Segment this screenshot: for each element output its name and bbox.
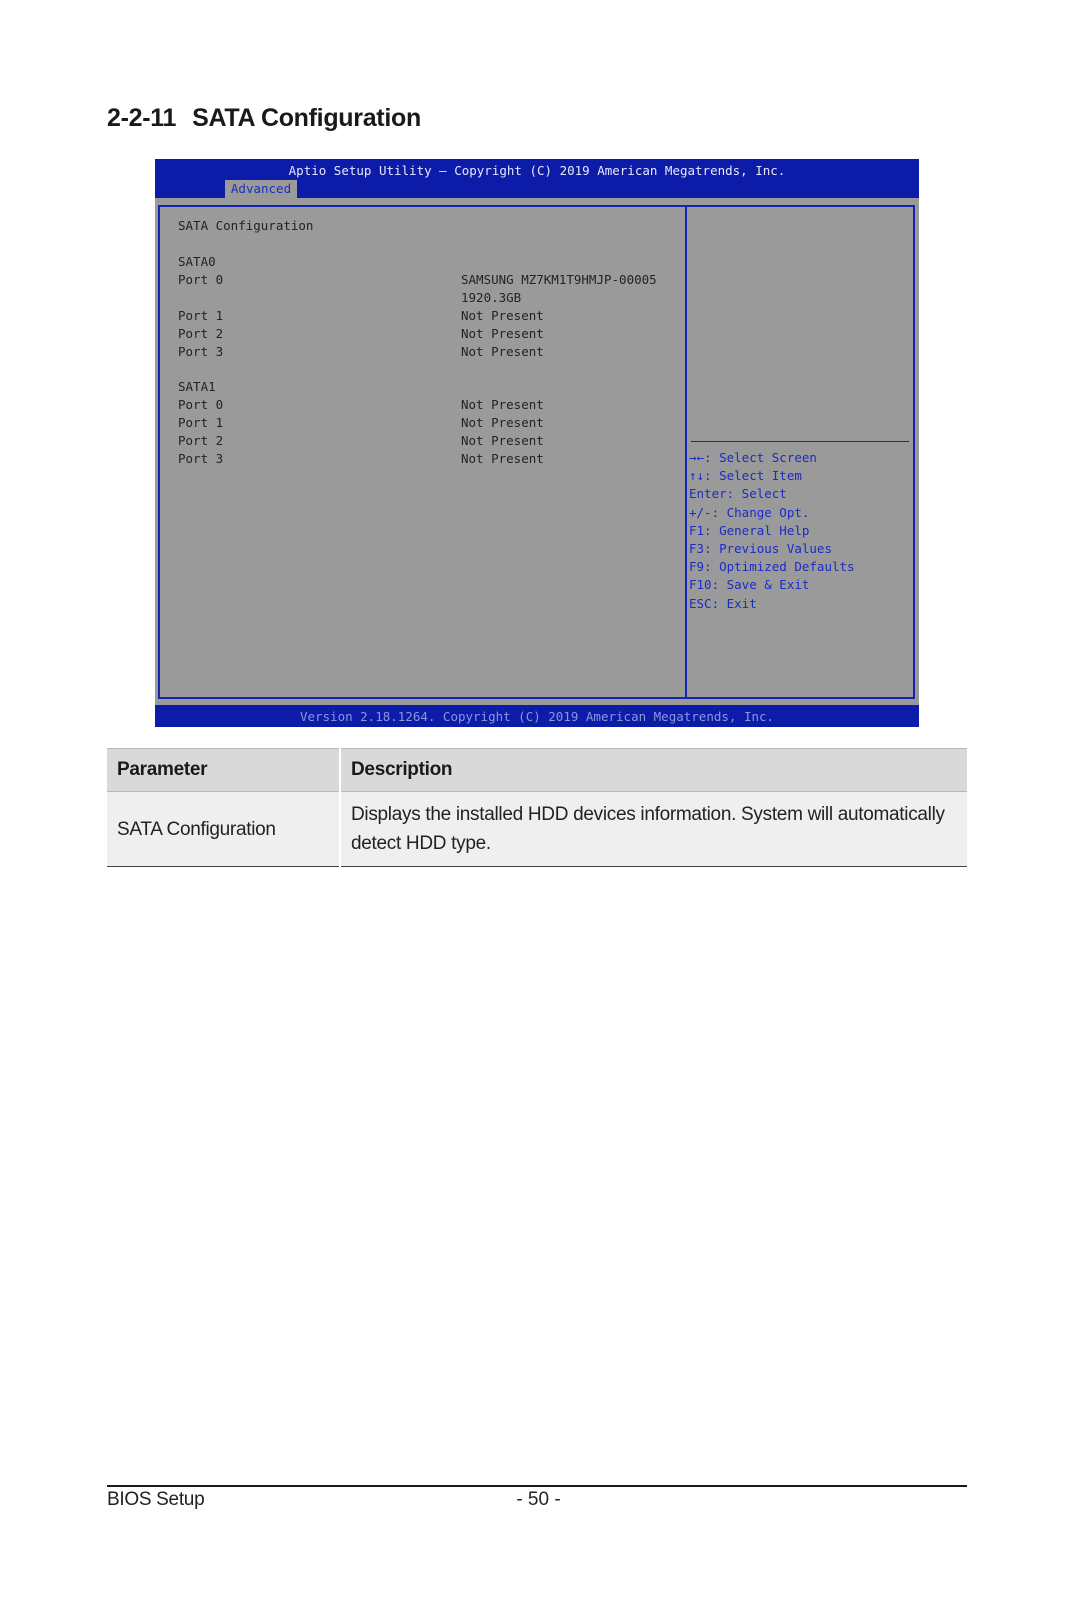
port-label: Port 1 [178, 415, 224, 430]
port-label: Port 2 [178, 433, 224, 448]
table-row [107, 792, 967, 867]
tab-advanced[interactable]: Advanced [225, 180, 297, 198]
key-legend [689, 449, 855, 613]
port-value: Not Present [461, 308, 544, 323]
section-title-text: SATA Configuration [192, 104, 421, 132]
bios-header-title: Aptio Setup Utility – Copyright (C) 2019 American Megatrends, Inc. [288, 163, 786, 178]
key-hint: F1: General Help [689, 522, 810, 538]
key-hint: F10: Save & Exit [689, 577, 810, 593]
header-parameter: Parameter [107, 749, 340, 792]
key-hint: Enter: Select [689, 486, 787, 502]
help-panel [685, 205, 915, 699]
footer-rule [107, 1485, 967, 1487]
header-description: Description [340, 749, 967, 792]
controller-heading: SATA1 [178, 379, 216, 394]
footer-section-name: BIOS Setup [107, 1489, 205, 1510]
port-label: Port 3 [178, 344, 224, 359]
controller-heading: SATA0 [178, 254, 216, 269]
page-number: - 50 - [516, 1489, 561, 1510]
port-value: Not Present [461, 451, 544, 466]
bios-page-title: SATA Configuration [178, 218, 314, 233]
help-divider [691, 441, 909, 442]
key-hint: +/-: Change Opt. [689, 504, 810, 520]
description-cell: Displays the installed HDD devices information. System will automatically detect HDD type. [340, 792, 967, 867]
parameter-table [107, 748, 967, 867]
key-hint: F3: Previous Values [689, 541, 832, 557]
port-value-line2: 1920.3GB [461, 290, 522, 305]
port-label: Port 3 [178, 451, 224, 466]
main-panel [158, 205, 685, 699]
key-hint: ↑↓: Select Item [689, 468, 802, 484]
port-label: Port 0 [178, 272, 224, 287]
port-label: Port 0 [178, 397, 224, 412]
key-hint: F9: Optimized Defaults [689, 559, 855, 575]
key-hint: ESC: Exit [689, 595, 757, 611]
port-label: Port 2 [178, 326, 224, 341]
port-row[interactable] [178, 450, 544, 522]
section-number: 2-2-11 [107, 104, 177, 132]
bios-footer: Version 2.18.1264. Copyright (C) 2019 American Megatrends, Inc. [299, 709, 775, 724]
bios-body [155, 198, 919, 705]
table-header-row [107, 749, 967, 792]
section-title [107, 104, 421, 133]
port-value: Not Present [461, 433, 544, 448]
bios-screen [155, 159, 919, 727]
port-value: Not Present [461, 344, 544, 359]
key-hint: →←: Select Screen [689, 450, 817, 465]
port-value: Not Present [461, 397, 544, 412]
port-value: Not Present [461, 326, 544, 341]
port-value: SAMSUNG MZ7KM1T9HMJP-00005 [461, 272, 657, 287]
port-value: Not Present [461, 415, 544, 430]
port-label: Port 1 [178, 308, 224, 323]
parameter-cell: SATA Configuration [107, 792, 340, 867]
